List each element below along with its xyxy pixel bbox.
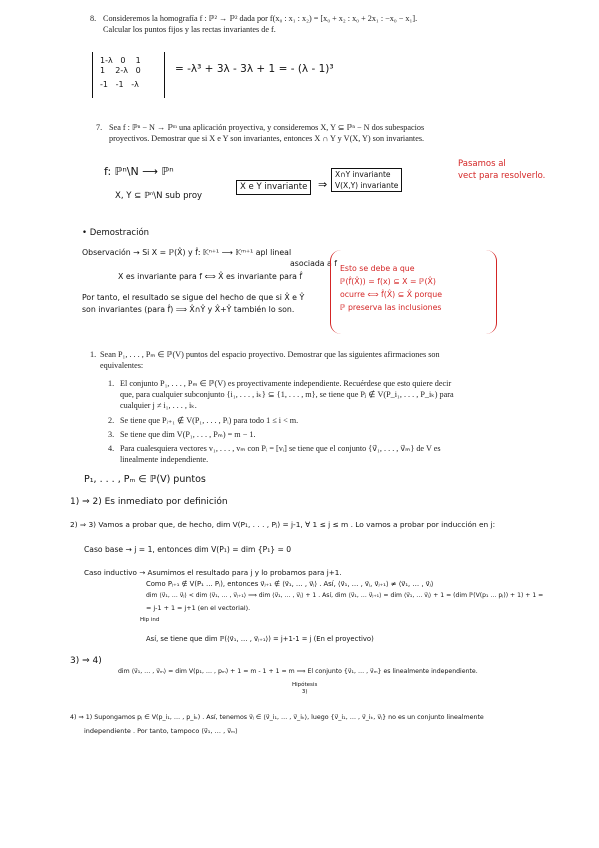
margin-note-line: Pasamos al [458, 159, 506, 169]
step-4-1: 4) ⇒ 1) Supongamos pⱼ ∈ V(p_i₁, … , p_iₖ) . Así, tenemos v⃗ⱼ ∈ ⟨v⃗_i₁, … , v⃗_iₖ⟩, luego {v⃗_i₁, … , v⃗_iₖ, v⃗ⱼ} no es un conjunto linealmente [70, 714, 484, 721]
implies-arrow: ⇒ [318, 178, 328, 191]
step-3-4: 3) ⇒ 4) [70, 656, 102, 666]
proof-title: • Demostración [82, 228, 150, 238]
matrix-row: 1-λ 0 1 [100, 56, 141, 65]
subspaces-definition: X, Y ⊆ ℙⁿ\N sub proy [115, 191, 203, 201]
problem-text-line: proyectivos. Demostrar que si X e Y son invariantes, entonces X ∩ Y y V(X, Y) son invariantes. [109, 134, 425, 143]
map-definition: f: ℙⁿ\N ⟶ ℙⁿ [104, 165, 174, 178]
determinant-matrix [100, 56, 141, 90]
problem-text-line: Calcular los puntos fijos y las rectas invariantes de f. [103, 25, 276, 34]
statement-line: Se tiene que dim V(P₁, . . . , Pₘ) = m − 1. [120, 430, 256, 439]
problem-text-line: Sean P₁, . . . , Pₘ ∈ ℙ(V) puntos del espacio proyectivo. Demostrar que las siguientes afirmaciones son [100, 350, 440, 359]
statement-line: Para cualesquiera vectores v₁, . . . , vₘ con Pᵢ = [vᵢ] se tiene que el conjunto {v⃗₁, . . . , v⃗ₘ} de V es [120, 444, 441, 453]
hypothesis-note-line: Hipótesis [292, 682, 318, 688]
characteristic-polynomial: = -λ³ + 3λ - 3λ + 1 = - (λ - 1)³ [175, 63, 334, 75]
red-explanation-line: ℙ preserva las inclusiones [340, 303, 442, 312]
conclusion-line: Por tanto, el resultado se sigue del hecho de que si X̂ e Ŷ [82, 293, 305, 302]
problem-text-line: equivalentes: [100, 361, 144, 370]
inductive-line: dim ⟨v⃗₁, … v⃗ⱼ⟩ < dim ⟨v⃗₁, … , v⃗ⱼ₊₁⟩ ⟹ dim ⟨v⃗₁, … , v⃗ⱼ⟩ + 1 . Así, dim ⟨v⃗₁, … v⃗ⱼ₊₁⟩ = dim ⟨v⃗₁, … v⃗ⱼ⟩ + 1 = (dim ℙ(V(p₁ … pⱼ)) + 1) + 1 = [146, 592, 544, 599]
statement-number: 2. [108, 416, 115, 425]
statement-line: El conjunto P₁, . . . , Pₘ ∈ ℙ(V) es proyectivamente independiente. Recuérdese que esto quiere decir [120, 379, 452, 388]
inductive-line: = j-1 + 1 = j+1 (en el vectorial). [146, 604, 251, 612]
statement-line: cualquier j ≠ i₁, . . . , iₖ. [120, 401, 197, 410]
hypothesis-note [292, 682, 317, 696]
statement-line: linealmente independiente. [120, 455, 209, 464]
problem-number: 7. [96, 123, 103, 132]
problem-number: 8. [90, 14, 97, 23]
observation-line: X es invariante para f ⟺ X̂ es invariante para f̂ [118, 272, 303, 281]
statement-number: 1. [108, 379, 115, 388]
observation-line: Observación → Si X = ℙ(X̂) y f̂: 𝕂ⁿ⁺¹ ⟶ 𝕂ᵐ⁺¹ apl lineal [82, 248, 292, 257]
problem-number: 1. [90, 350, 97, 359]
margin-note [458, 158, 545, 182]
problem-text-line: Sea f : ℙⁿ − N → ℙᵐ una aplicación proyectiva, y consideremos X, Y ⊆ ℙⁿ − N dos subespacios [109, 123, 425, 132]
statement-line: que, para cualquier subconjunto {i₁, . . . , iₖ} ⊆ {1, . . . , m}, se tiene que Pⱼ ∉ V(P_i₁, . . . , P_iₖ) para [120, 390, 454, 399]
step-1-2: 1) ⇒ 2) Es inmediato por definición [70, 497, 228, 507]
base-case: Caso base → j = 1, entonces dim V(P₁) = dim {P₁} = 0 [84, 545, 292, 554]
inductive-case: Caso inductivo → Asumimos el resultado para j y lo probamos para j+1. [84, 568, 342, 577]
red-explanation-line: Esto se debe a que [340, 264, 415, 273]
statement-number: 4. [108, 444, 115, 453]
margin-note-line: vect para resolverlo. [458, 171, 546, 181]
conclusion-line: V(X,Y) invariante [335, 181, 399, 190]
red-explanation [340, 262, 442, 314]
conclusion-box [331, 168, 402, 192]
observation-line: asociada a f [290, 259, 338, 268]
inductive-line: Como Pⱼ₊₁ ∉ V(P₁ … Pⱼ), entonces v⃗ⱼ₊₁ ∉ ⟨v⃗₁, … , v⃗ⱼ⟩ . Así, ⟨v⃗₁, … , v⃗ⱼ, v⃗ⱼ₊₁⟩ ≠ ⟨v⃗₁, … , v⃗ⱼ⟩ [146, 580, 434, 588]
statement-number: 3. [108, 430, 115, 439]
inductive-line: Así, se tiene que dim ℙ(⟨v⃗₁, … , v⃗ⱼ₊₁⟩) = j+1-1 = j (En el proyectivo) [146, 635, 374, 643]
hypothesis-box: X e Y invariante [236, 180, 311, 195]
problem-text-line: Consideremos la homografía f : ℙ² → ℙ² dada por f(x₀ : x₁ : x₂) = [x₀ + x₂ : x₀ + 2x₁ : −x₀ − x₁]. [103, 14, 418, 23]
matrix-bracket-left [92, 52, 96, 98]
hypothesis-note-line: 3) [301, 689, 308, 695]
red-explanation-line: ocurre ⟺ f̂(X̂) ⊆ X̂ porque [340, 290, 442, 299]
matrix-row: -1 -1 -λ [100, 80, 139, 89]
conclusion-line: X∩Y invariante [335, 170, 391, 179]
hypothesis-note: Hip ind [140, 617, 160, 623]
red-bracket-right [486, 250, 497, 334]
statement-line: Se tiene que Pᵢ₊₁ ∉ V(P₁, . . . , Pᵢ) para todo 1 ≤ i < m. [120, 416, 299, 425]
step-3-4-body: dim ⟨v⃗₁, … , v⃗ₘ⟩ = dim V(p₁, … , pₘ) + 1 = m - 1 + 1 = m ⟹ El conjunto {v⃗₁, … , v⃗ₘ} es linealmente independiente. [118, 668, 478, 675]
matrix-bracket-right [161, 52, 165, 98]
step-4-1-body: independiente . Por tanto, tampoco ⟨v⃗₁, … , v⃗ₘ⟩ [84, 727, 238, 735]
points-line: P₁, . . . , Pₘ ∈ ℙ(V) puntos [84, 474, 206, 485]
matrix-row: 1 2-λ 0 [100, 66, 141, 75]
step-2-3: 2) ⇒ 3) Vamos a probar que, de hecho, dim V(P₁, . . . , Pⱼ) = j-1, ∀ 1 ≤ j ≤ m . Lo vamos a probar por inducción en j: [70, 520, 496, 529]
conclusion-line: son invariantes (para f̂) ⟹ X̂∩Ŷ y X̂+Ŷ también lo son. [82, 305, 295, 314]
red-explanation-line: ℙ(f̂(X̂)) = f(x) ⊆ X = ℙ(X̂) [340, 277, 436, 286]
